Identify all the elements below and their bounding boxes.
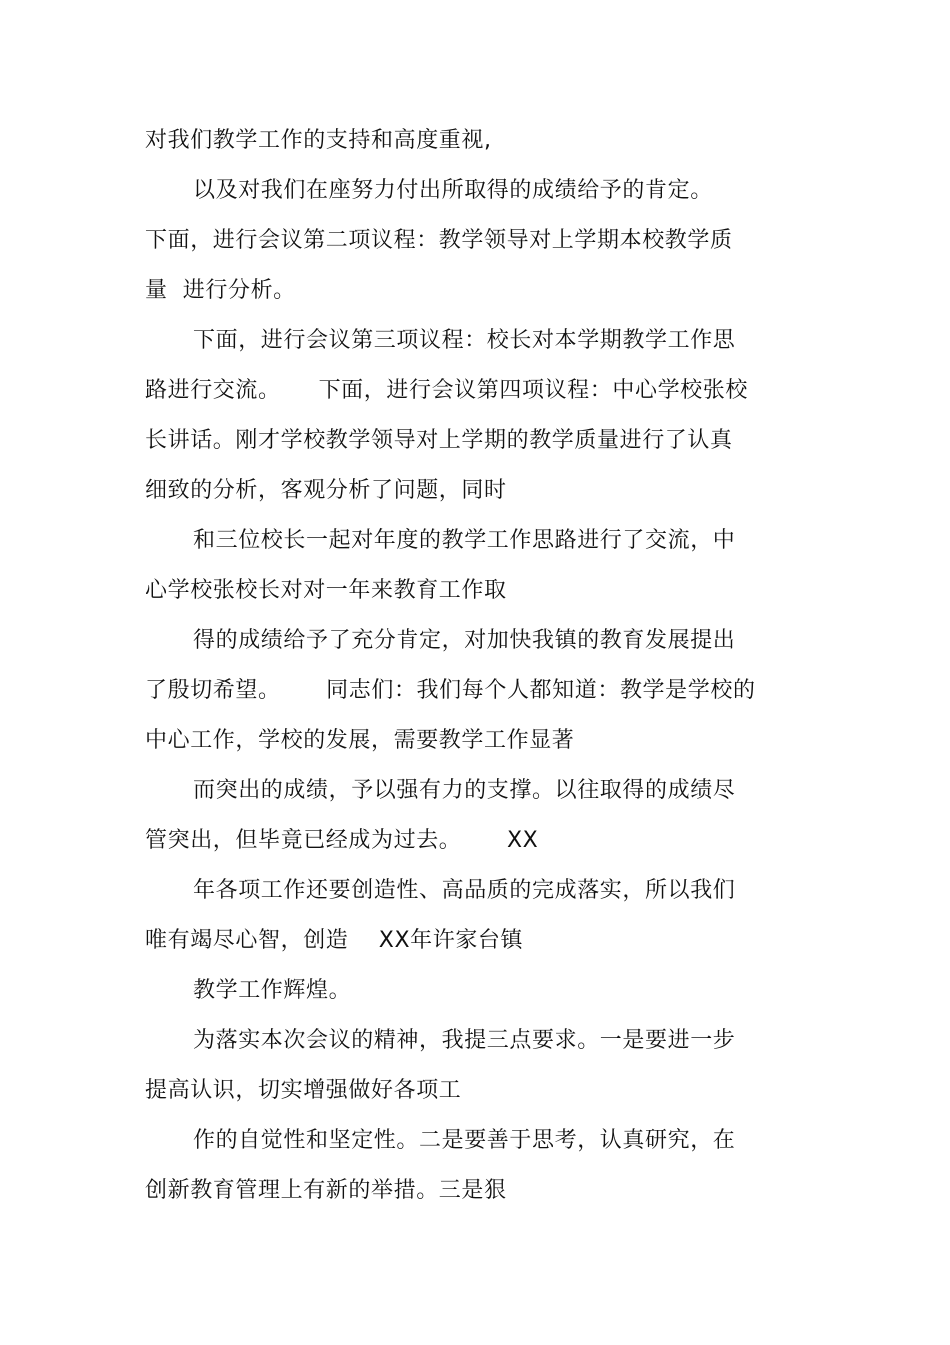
text-line-20: 提高认识，切实增强做好各项工 [145,1078,462,1103]
text-line-8: 细致的分析，客观分析了问题，同时 [145,478,507,503]
text-line-13: 中心工作，学校的发展，需要教学工作显著 [145,728,575,753]
text-line-7: 长讲话。刚才学校教学领导对上学期的教学质量进行了认真 [145,428,733,453]
text-line-3: 下面，进行会议第二项议程：教学领导对上学期本校教学质 [145,228,733,253]
text-line-4: 量 进行分析。 [145,278,296,303]
text-line-19: 为落实本次会议的精神，我提三点要求。一是要进一步 [193,1028,736,1053]
text-line-12: 了殷切希望。 同志们：我们每个人都知道：教学是学校的 [145,678,756,703]
text-line-17: 唯有竭尽心智，创造 XX年许家台镇 [145,928,524,953]
text-line-5: 下面，进行会议第三项议程：校长对本学期教学工作思 [193,328,736,353]
text-line-14: 而突出的成绩，予以强有力的支撑。以往取得的成绩尽 [193,778,736,803]
text-line-18: 教学工作辉煌。 [193,978,352,1003]
text-line-10: 心学校张校长对对一年来教育工作取 [145,578,507,603]
text-line-9: 和三位校长一起对年度的教学工作思路进行了交流，中 [193,528,736,553]
text-line-15: 管突出，但毕竟已经成为过去。 XX [145,828,539,853]
text-line-11: 得的成绩给予了充分肯定，对加快我镇的教育发展提出 [193,628,736,653]
text-line-16: 年各项工作还要创造性、高品质的完成落实，所以我们 [193,878,736,903]
text-line-21: 作的自觉性和坚定性。二是要善于思考，认真研究，在 [193,1128,736,1153]
text-line-22: 创新教育管理上有新的举措。三是狠 [145,1178,507,1203]
text-line-6: 路进行交流。 下面，进行会议第四项议程：中心学校张校 [145,378,748,403]
text-line-1: 对我们教学工作的支持和高度重视, [145,128,492,153]
text-line-2: 以及对我们在座努力付出所取得的成绩给予的肯定。 [193,178,713,203]
